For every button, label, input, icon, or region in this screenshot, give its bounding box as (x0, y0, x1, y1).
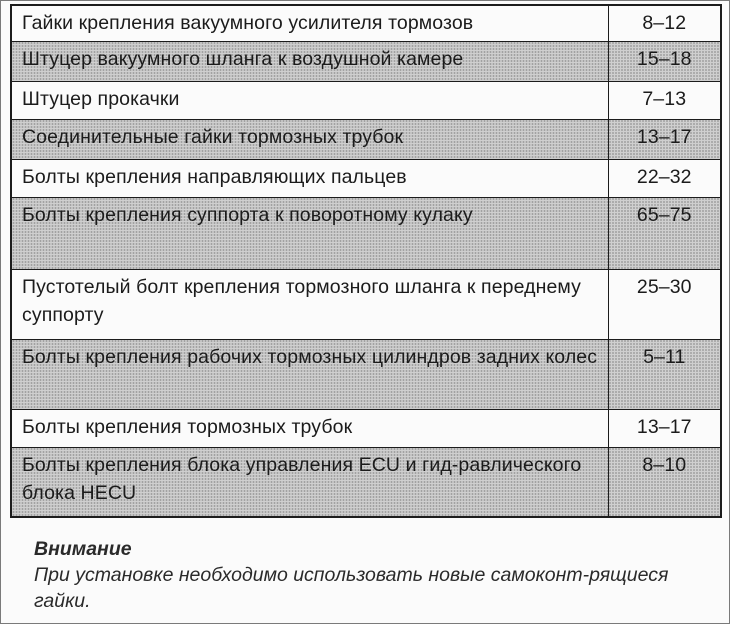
table-row (11, 269, 721, 339)
row-name: Пустотелый болт крепления тормозного шланга к переднему суппорту (11, 269, 608, 339)
table-row (11, 5, 721, 41)
row-value: 8–10 (608, 447, 721, 517)
row-value: 8–12 (608, 5, 721, 41)
torque-spec-table (10, 4, 722, 518)
row-name: Болты крепления тормозных трубок (11, 409, 608, 447)
row-name: Гайки крепления вакуумного усилителя тормозов (11, 5, 608, 41)
table-row (11, 81, 721, 119)
row-value: 7–13 (608, 81, 721, 119)
row-name: Штуцер вакуумного шланга к воздушной камере (11, 41, 608, 81)
row-value: 22–32 (608, 159, 721, 197)
attention-note (34, 536, 710, 614)
row-value: 65–75 (608, 197, 721, 269)
table-row (11, 41, 721, 81)
row-name: Штуцер прокачки (11, 81, 608, 119)
row-value: 15–18 (608, 41, 721, 81)
spec-table-body (11, 5, 721, 517)
row-name: Болты крепления суппорта к поворотному кулаку (11, 197, 608, 269)
table-row (11, 339, 721, 409)
note-text: При установке необходимо использовать новые самоконт-рящиеся гайки. (34, 564, 669, 612)
row-value: 5–11 (608, 339, 721, 409)
note-title: Внимание (34, 538, 132, 560)
row-name: Болты крепления блока управления ECU и гид-равлического блока HECU (11, 447, 608, 517)
row-name: Соединительные гайки тормозных трубок (11, 119, 608, 159)
table-row (11, 409, 721, 447)
table-row (11, 159, 721, 197)
table-row (11, 119, 721, 159)
row-name: Болты крепления направляющих пальцев (11, 159, 608, 197)
row-name: Болты крепления рабочих тормозных цилиндров задних колес (11, 339, 608, 409)
table-row (11, 197, 721, 269)
row-value: 13–17 (608, 409, 721, 447)
table-row (11, 447, 721, 517)
row-value: 13–17 (608, 119, 721, 159)
row-value: 25–30 (608, 269, 721, 339)
